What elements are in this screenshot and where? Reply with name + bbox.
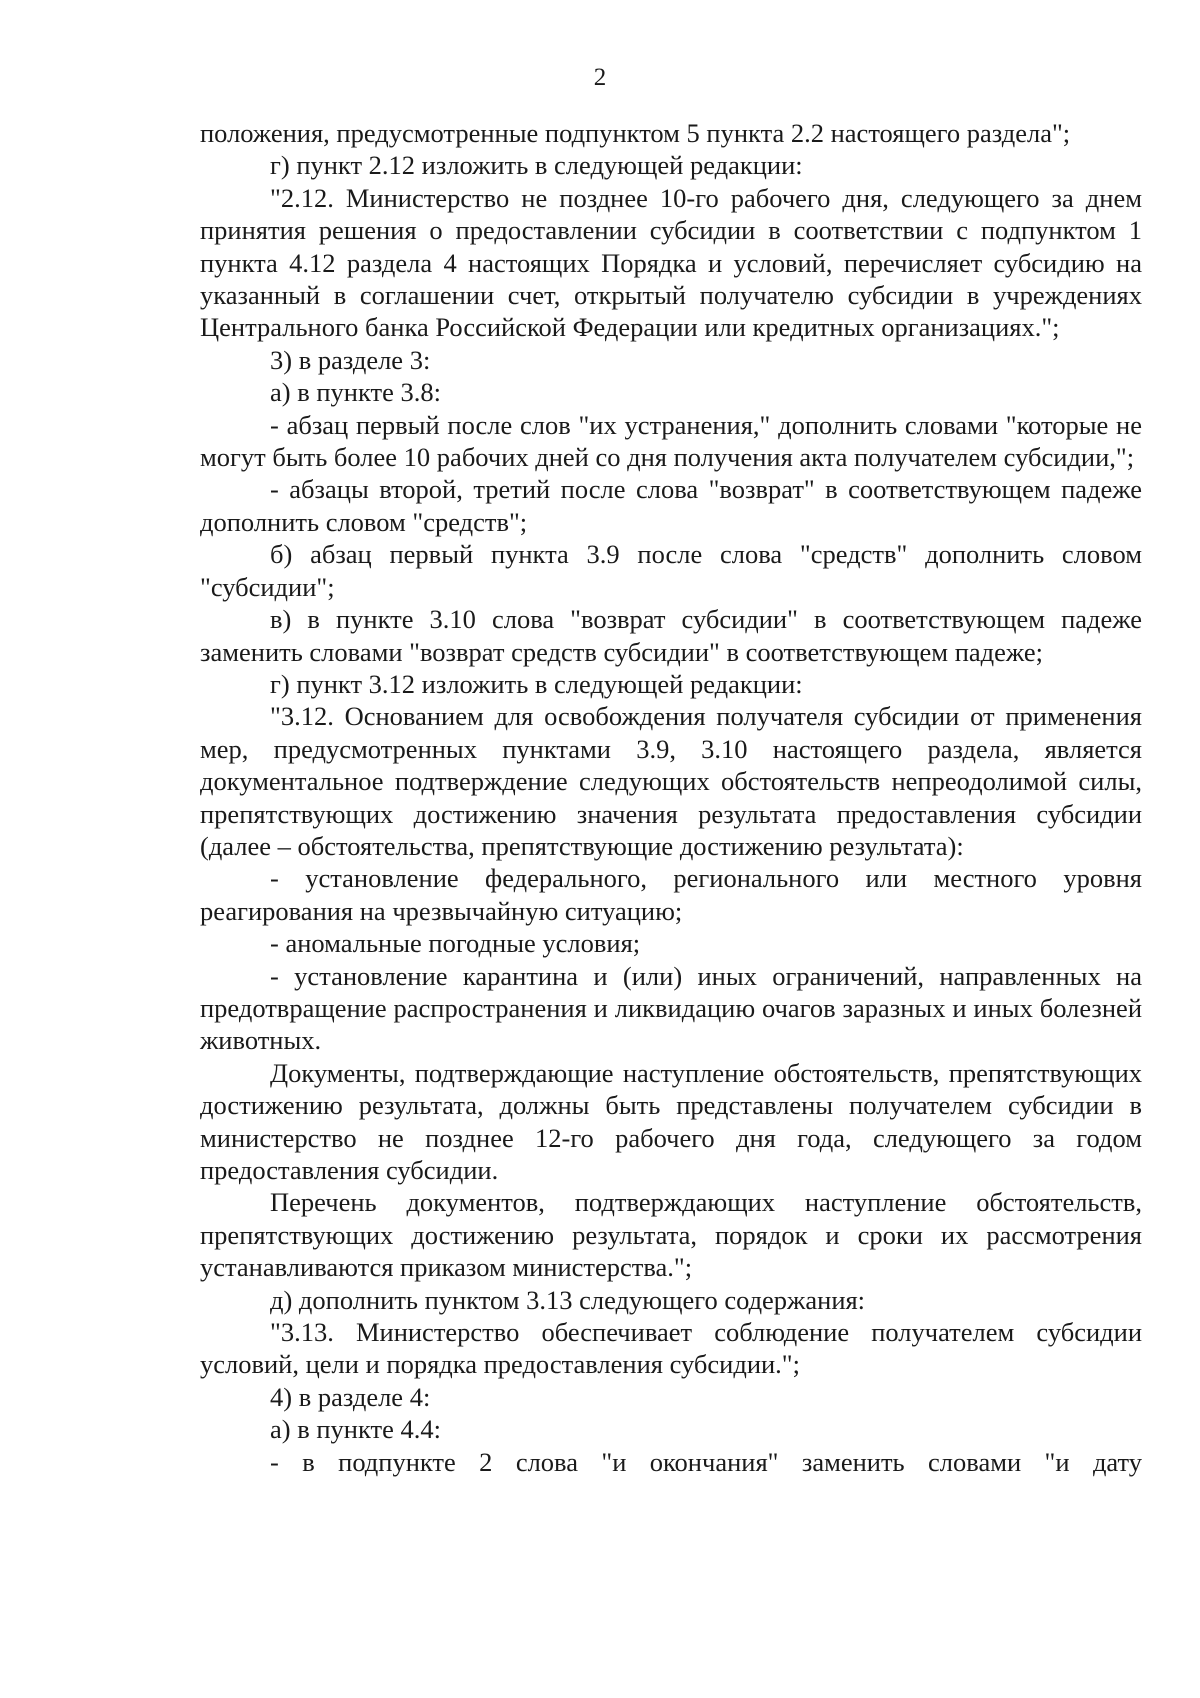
page-number: 2 <box>593 64 607 91</box>
document-body <box>200 117 1142 1478</box>
paragraph: 3) в разделе 3: <box>270 344 431 375</box>
paragraph: в) в пункте 3.10 слова "возврат субсидии" в соответствующем падеже заменить словами "возврат средств субсидии" в соответствующем падеже; <box>200 604 1142 667</box>
paragraph: - абзацы второй, третий после слова "возврат" в соответствующем падеже дополнить словом "средств"; <box>200 474 1142 537</box>
paragraph: положения, предусмотренные подпунктом 5 пункта 2.2 настоящего раздела"; <box>200 118 1071 148</box>
paragraph: Документы, подтверждающие наступление обстоятельств, препятствующих достижению результата, должны быть представлены получателем субсидии в министерство не позднее 12-го рабочего дня года, следующего за годом предоставления субсидии. <box>200 1057 1142 1185</box>
paragraph: а) в пункте 3.8: <box>270 377 441 408</box>
paragraph: Перечень документов, подтверждающих наступление обстоятельств, препятствующих достижению результата, порядок и сроки их рассмотрения устанавливаются приказом министерства."; <box>200 1187 1142 1283</box>
paragraph: 4) в разделе 4: <box>270 1381 431 1412</box>
paragraph: "3.12. Основанием для освобождения получателя субсидии от применения мер, предусмотренных пунктами 3.9, 3.10 настоящего раздела, является документальное подтверждение следующих обстоятельств непреодолимой силы, препятствующих достижению значения результата предоставления субсидии (далее – обстоятельства, препятствующие достижению результата): <box>200 701 1142 861</box>
paragraph: г) пункт 2.12 изложить в следующей редакции: <box>270 150 803 181</box>
paragraph: г) пункт 3.12 изложить в следующей редакции: <box>270 668 803 699</box>
paragraph: - аномальные погодные условия; <box>270 928 641 959</box>
paragraph: д) дополнить пунктом 3.13 следующего содержания: <box>270 1284 866 1315</box>
paragraph: - абзац первый после слов "их устранения," дополнить словами "которые не могут быть более 10 рабочих дней со дня получения акта получателем субсидии,"; <box>200 409 1142 473</box>
paragraph: - установление карантина и (или) иных ограничений, направленных на предотвращение распространения и ликвидацию очагов заразных и иных болезней животных. <box>200 960 1142 1056</box>
paragraph: б) абзац первый пункта 3.9 после слова "средств" дополнить словом "субсидии"; <box>200 539 1142 602</box>
paragraph: а) в пункте 4.4: <box>270 1414 441 1445</box>
paragraph: - в подпункте 2 слова "и окончания" заменить словами "и дату <box>270 1446 1142 1477</box>
paragraph: - установление федерального, регионального или местного уровня реагирования на чрезвычайную ситуацию; <box>200 863 1142 926</box>
paragraph: "2.12. Министерство не позднее 10-го рабочего дня, следующего за днем принятия решения о предоставлении субсидии в соответствии с подпунктом 1 пункта 4.12 раздела 4 настоящих Порядка и условий, перечисляет субсидию на указанный в соглашении счет, открытый получателю субсидии в учреждениях Центрального банка Российской Федерации или кредитных организациях."; <box>200 182 1142 343</box>
paragraph: "3.13. Министерство обеспечивает соблюдение получателем субсидии условий, цели и порядка предоставления субсидии."; <box>200 1317 1142 1380</box>
